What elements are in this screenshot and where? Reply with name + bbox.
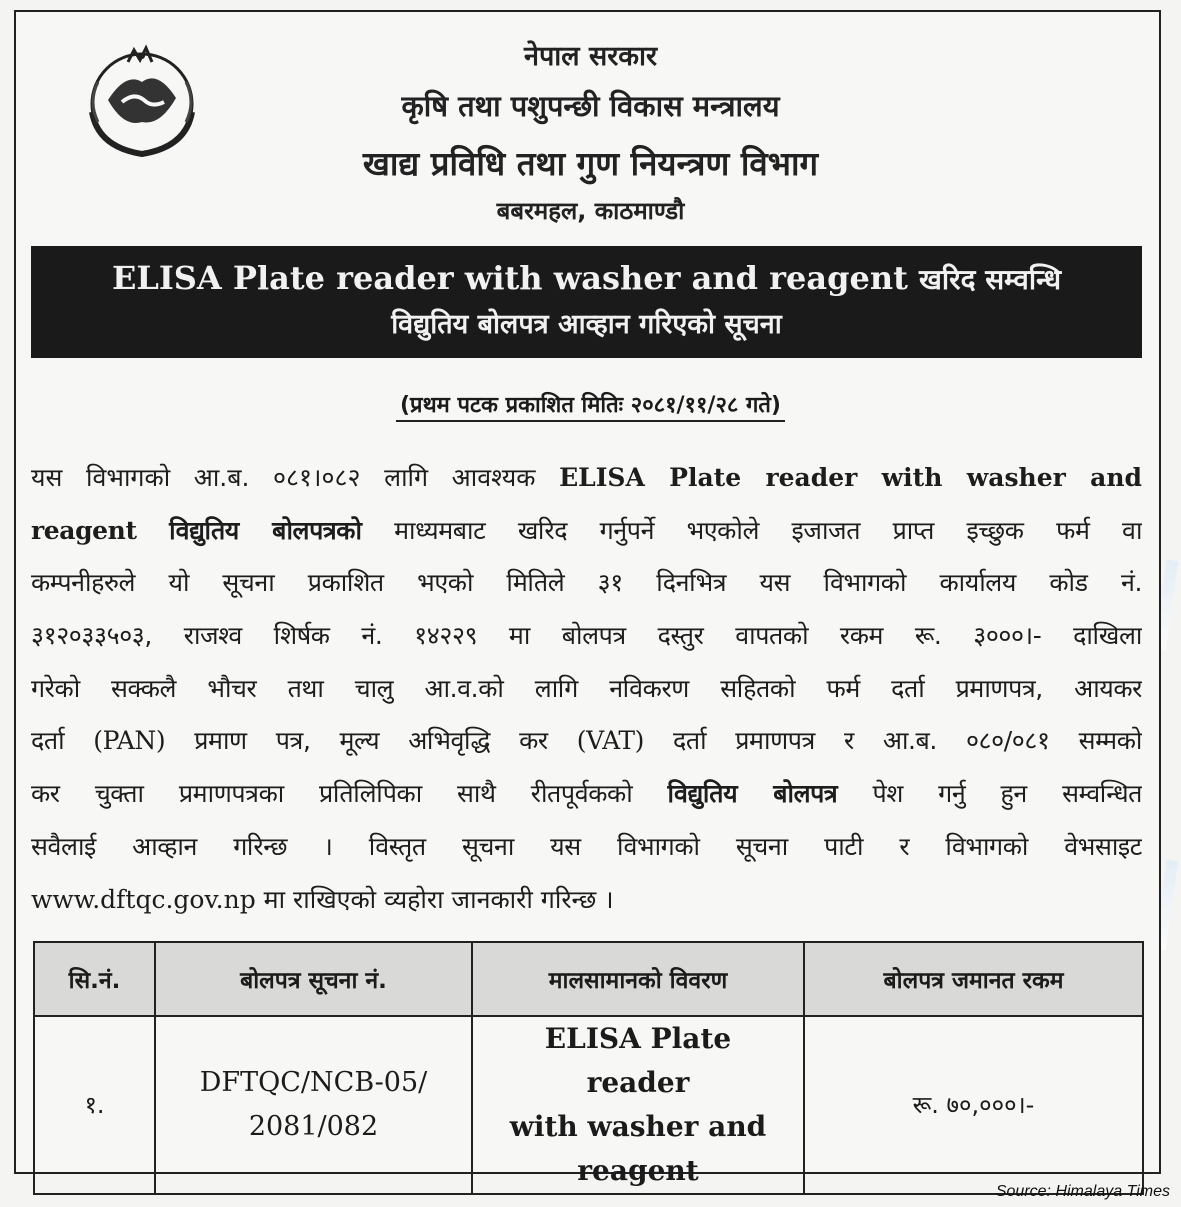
col-header-bid-notice-no: बोलपत्र सूचना नं. [155,942,472,1016]
cell-bid-security: रू. ७०,०००।- [804,1016,1143,1194]
body-text-segment: दर्ता प्रमाणपत्र र आ.ब. ०८०/०८१ सम्मको [673,726,1142,756]
body-line: गरेको सक्कलै भौचर तथा चालु आ.व.को लागि नविकरण सहितको फर्म दर्ता प्रमाणपत्र, आयकर [31,673,1142,703]
e-bid-bold: विद्युतिय बोलपत्रको [169,515,362,545]
bid-no-line: 2081/082 [248,1111,379,1142]
body-text-segment: कर चुक्ता प्रमाणपत्रका प्रतिलिपिका साथै रीतपूर्वकको [31,779,633,809]
cell-bid-notice-no [155,1016,472,1194]
cell-goods-description [472,1016,804,1194]
item-name-bold: reagent [31,515,137,545]
col-header-bid-security: बोलपत्र जमानत रकम [804,942,1143,1016]
body-text-segment: यस विभागको आ.ब. ०८१।०८२ लागि आवश्यक [31,463,536,492]
department-address: बबरमहल, काठमाण्डौ [496,197,685,225]
body-text-segment: माध्यमबाट खरिद गर्नुपर्ने भएकोले इजाजत प्राप्त इच्छुक फर्म वा [394,515,1142,545]
body-line [31,715,1142,768]
notice-title-english: ELISA Plate reader with washer and reagent [111,259,908,297]
publish-date-text: (प्रथम पटक प्रकाशित मितिः २०८१/११/२८ गते) [396,393,785,422]
body-line [31,505,1142,558]
vat-label: (VAT) [576,726,644,756]
body-line [31,452,1142,505]
body-line: ३१२०३३५०३, राजश्व शिर्षक नं. १४२२९ मा बोलपत्र दस्तुर वापतको रकम रू. ३०००।- दाखिला [31,621,1142,651]
department-name: खाद्य प्रविधि तथा गुण नियन्त्रण विभाग [362,144,819,183]
table-header-row [34,942,1143,1016]
bid-no-line: DFTQC/NCB-05/ [199,1067,428,1098]
goods-line: with washer and [509,1110,767,1143]
government-name: नेपाल सरकार [523,41,658,72]
table-row [34,1016,1143,1194]
col-header-goods-description: मालसामानको विवरण [472,942,804,1016]
body-text-segment: मा राखिएको व्यहोरा जानकारी गरिन्छ । [263,884,614,914]
notice-title-bar [31,246,1142,358]
body-line: कम्पनीहरुले यो सूचना प्रकाशित भएको मितिले ३१ दिनभित्र यस विभागको कार्यालय कोड नं. [31,568,1142,598]
publish-date [0,389,1181,419]
goods-line: ELISA Plate reader [544,1022,732,1099]
cell-serial: १. [34,1016,155,1194]
notice-title-nepali: खरिद सम्वन्धि [919,263,1062,296]
notice-title-line1 [31,256,1142,302]
body-text-segment: पेश गर्नु हुन सम्वन्धित [872,779,1142,809]
e-bid-bold: विद्युतिय बोलपत्र [667,779,838,809]
goods-line: reagent [577,1154,699,1187]
source-credit: Source: Himalaya Times [995,1183,1170,1200]
notice-title-line2: विद्युतिय बोलपत्र आव्हान गरिएको सूचना [391,309,782,340]
body-line: सवैलाई आव्हान गरिन्छ । विस्तृत सूचना यस विभागको सूचना पाटी र विभागको वेभसाइट [31,831,1142,861]
tender-table [33,941,1144,1195]
pan-label: (PAN) [93,726,166,756]
ministry-name: कृषि तथा पशुपन्छी विकास मन्त्रालय [401,89,780,123]
item-name-bold: ELISA Plate reader with washer and [559,463,1142,492]
notice-body [31,452,1142,926]
body-text-segment: दर्ता [31,726,65,756]
col-header-serial: सि.नं. [34,942,155,1016]
body-line [31,768,1142,821]
body-text-segment: प्रमाण पत्र, मूल्य अभिवृद्धि कर [194,726,548,756]
website-link[interactable]: www.dftqc.gov.np [31,884,256,914]
body-line [31,874,1142,927]
